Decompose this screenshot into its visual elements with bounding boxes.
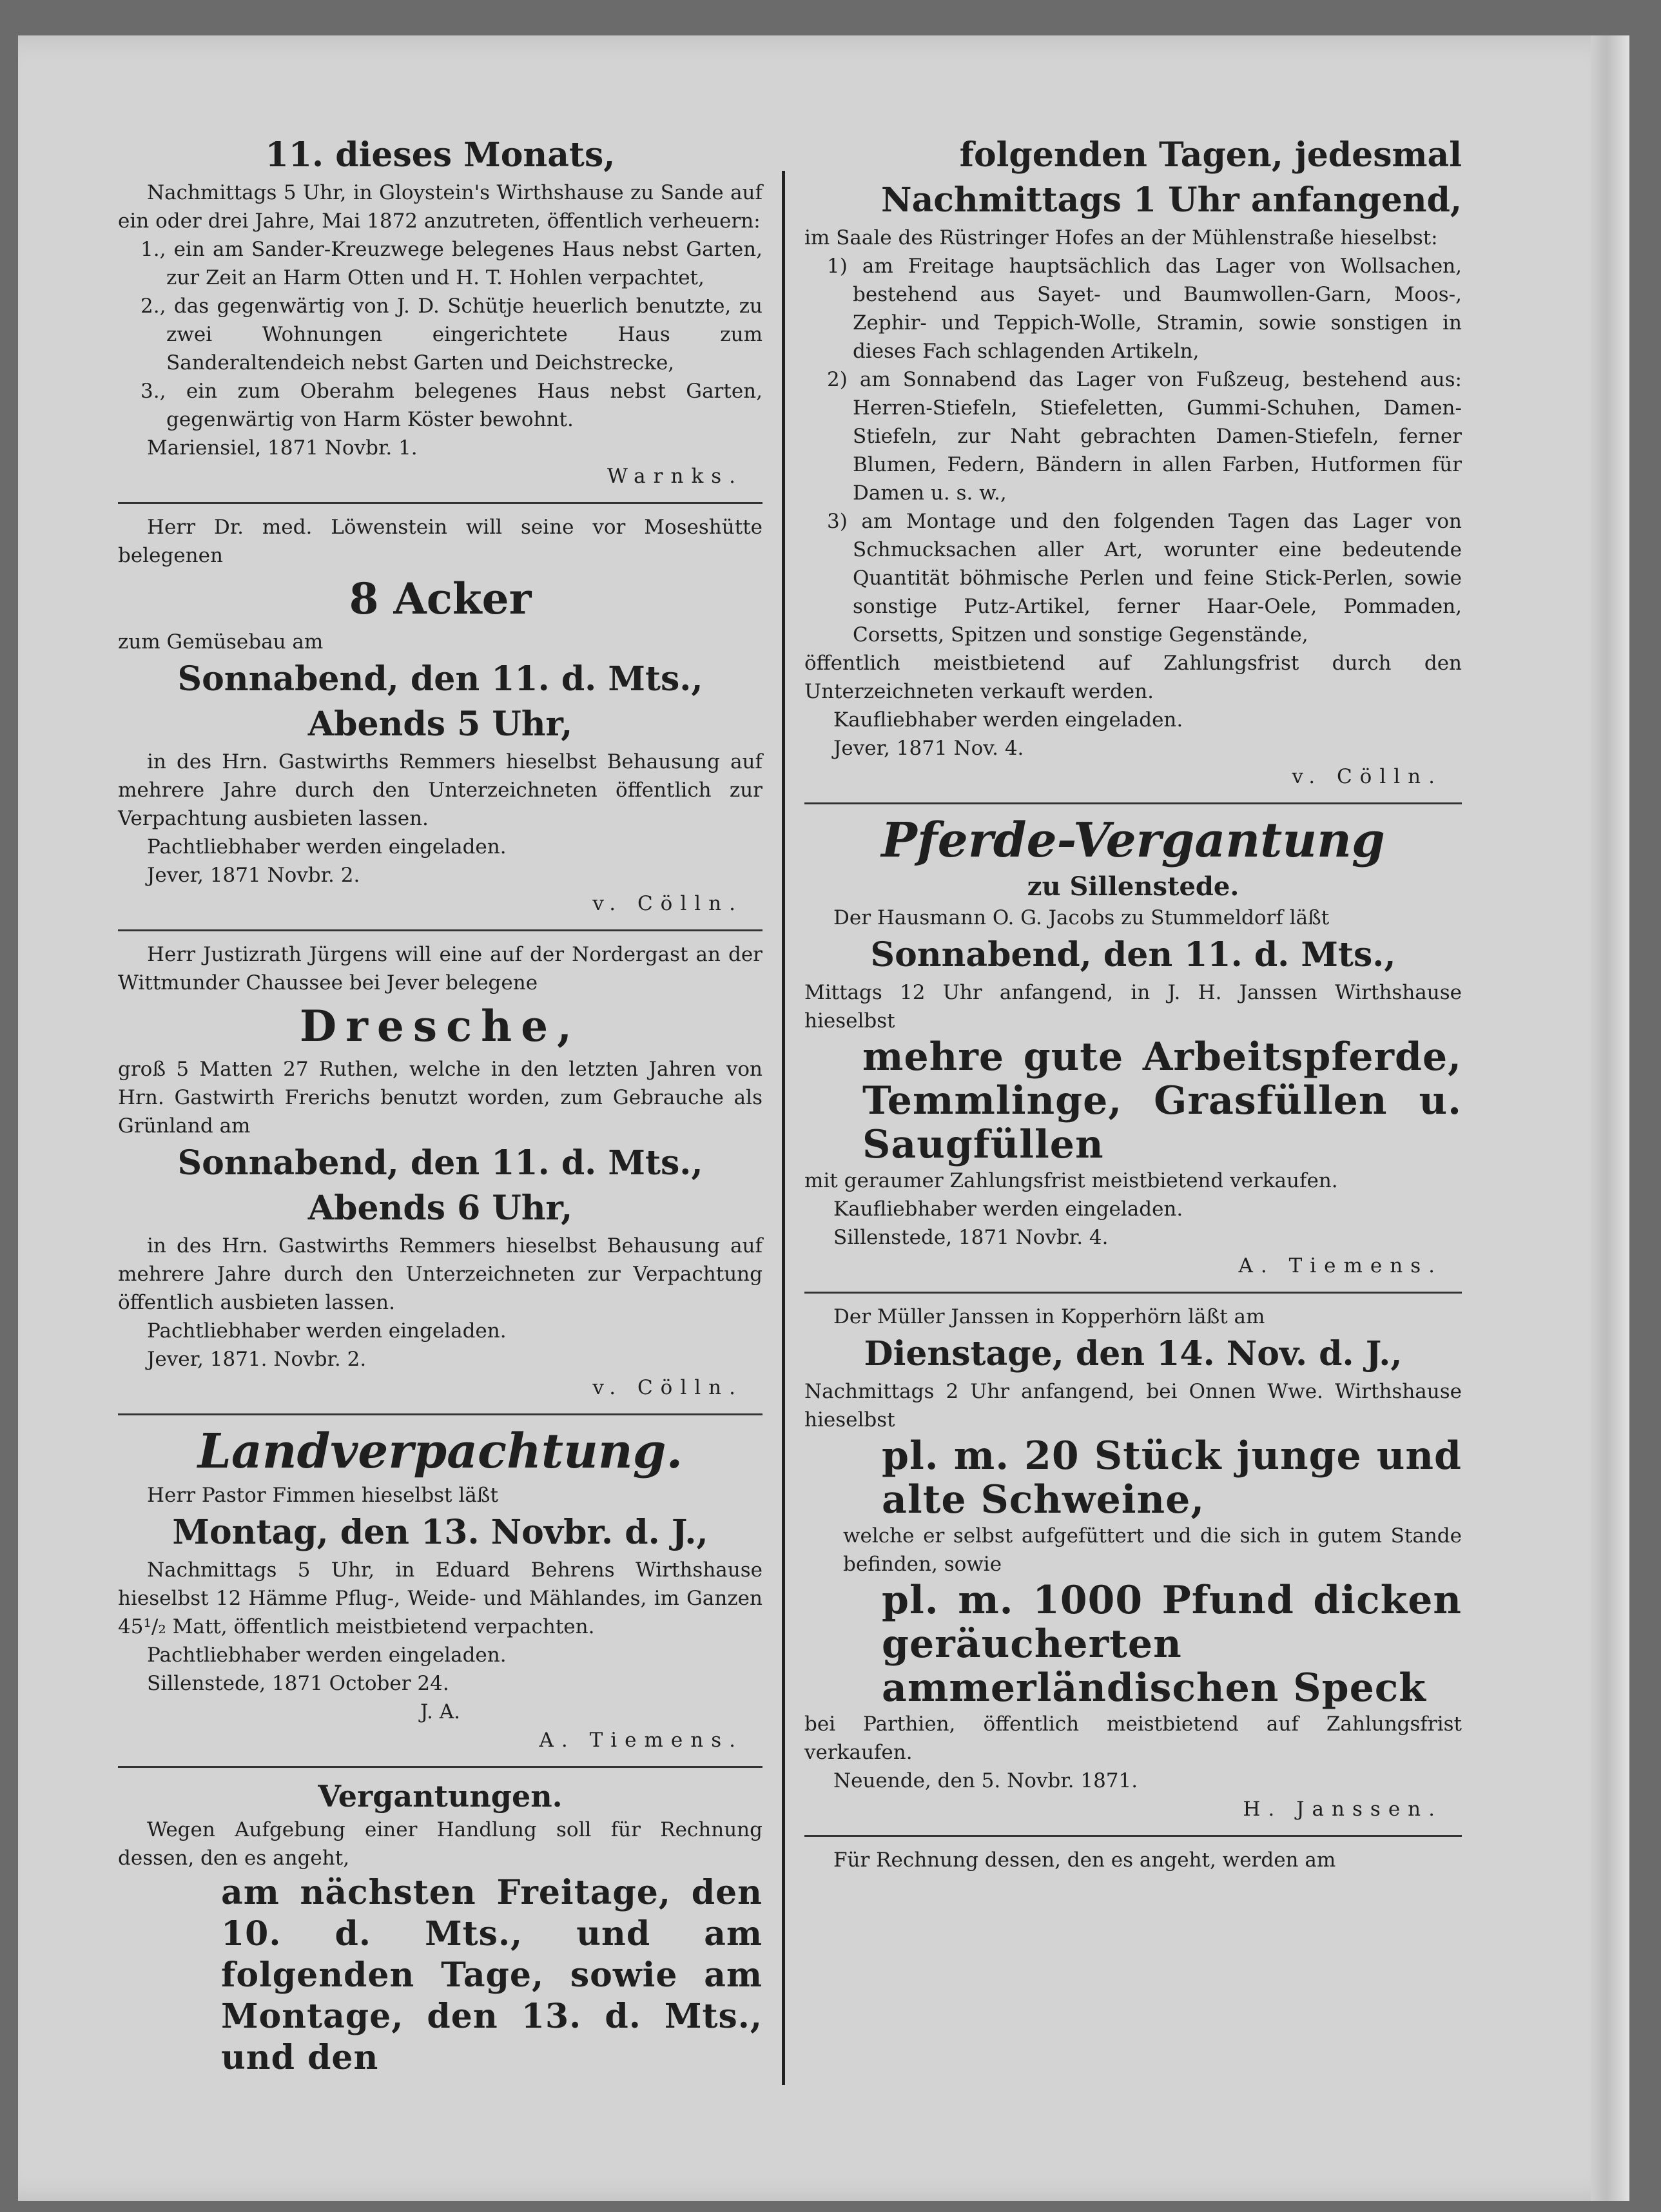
signature: v. Cölln. bbox=[592, 1376, 743, 1399]
place-date: Neuende, den 5. Novbr. 1871. bbox=[833, 1769, 1138, 1792]
divider bbox=[804, 1835, 1462, 1837]
list-item: 1., ein am Sander-Kreuzwege belegenes Haus nebst Garten, zur Zeit an Harm Otten und H. T. Hohlen verpachtet, bbox=[141, 238, 763, 289]
place-date: Mariensiel, 1871 Novbr. 1. bbox=[147, 436, 418, 460]
signature-prefix: J. A. bbox=[420, 1700, 460, 1723]
ad-title: Landverpachtung. bbox=[197, 1424, 683, 1479]
column-divider bbox=[782, 171, 785, 2085]
list-item: 2) am Sonnabend das Lager von Fußzeug, bestehend aus: Herren-Stiefeln, Stiefeletten, Gummi-Schuhen, Damen-Stiefeln, zur Naht gebrachten Damen-Stiefeln, ferner Blumen, Federn, Bändern in allen Farben, Hutformen für Damen u. s. w., bbox=[827, 368, 1462, 505]
ad-body: mit geraumer Zahlungsfrist meistbietend verkaufen. bbox=[804, 1169, 1338, 1192]
ad-intro: Der Müller Janssen in Kopperhörn läßt am bbox=[833, 1305, 1265, 1328]
ad-heading: 8 Acker bbox=[349, 574, 532, 624]
list-item: 1) am Freitage hauptsächlich das Lager von Wollsachen, bestehend aus Sayet- und Baumwollen-Garn, Moos-, Zephir- und Teppich-Wolle, Stramin, sowie sonstigen in dieses Fach schlagenden Artikeln, bbox=[827, 255, 1462, 363]
ad-date: Dienstage, den 14. Nov. d. J., bbox=[864, 1334, 1403, 1373]
ad-purpose: zum Gemüsebau am bbox=[118, 630, 324, 654]
ad-intro: Nachmittags 5 Uhr, in Gloystein's Wirthshause zu Sande auf ein oder drei Jahre, Mai 1872 anzutreten, öffentlich verheuern: bbox=[118, 181, 763, 233]
list-item: 3., ein zum Oberahm belegenes Haus nebst Garten, gegenwärtig von Harm Köster bewohnt. bbox=[141, 380, 763, 431]
place-date: Jever, 1871 Novbr. 2. bbox=[147, 864, 360, 887]
ad-invite: Kaufliebhaber werden eingeladen. bbox=[833, 708, 1183, 732]
ad-vergantungen bbox=[118, 1777, 763, 2079]
ad-big-text: pl. m. 1000 Pfund dicken geräucherten ammerländischen Speck bbox=[882, 1578, 1462, 1711]
divider bbox=[118, 929, 763, 931]
ad-body: welche er selbst aufgefüttert und die sich in gutem Stande befinden, sowie bbox=[843, 1524, 1462, 1576]
page-edge bbox=[1591, 35, 1629, 2201]
ad-body: öffentlich meistbietend auf Zahlungsfrist durch den Unterzeichneten verkauft werden. bbox=[804, 652, 1462, 703]
ad-date: Sonnabend, den 11. d. Mts., bbox=[177, 659, 703, 699]
divider bbox=[118, 502, 763, 504]
divider bbox=[118, 1413, 763, 1415]
ad-title: Vergantungen. bbox=[318, 1779, 563, 1814]
ad-landverpachtung bbox=[118, 1424, 763, 1754]
divider bbox=[118, 1766, 763, 1768]
ad-title: Pferde-Vergantung bbox=[881, 813, 1385, 868]
signature: v. Cölln. bbox=[1292, 765, 1442, 788]
ad-intro: Für Rechnung dessen, den es angeht, werden am bbox=[833, 1848, 1336, 1872]
right-column bbox=[804, 132, 1462, 1886]
ad-intro: Herr Justizrath Jürgens will eine auf der Nordergast an der Wittmunder Chaussee bei Jever belegene bbox=[118, 943, 763, 994]
ad-big-text: am nächsten Freitage, den 10. d. Mts., und am folgenden Tage, sowie am Montage, den 13. d. Mts., und den bbox=[221, 1873, 763, 2077]
signature: v. Cölln. bbox=[592, 892, 743, 915]
place-date: Sillenstede, 1871 Novbr. 4. bbox=[833, 1226, 1109, 1249]
ad-body: Nachmittags 2 Uhr anfangend, bei Onnen Wwe. Wirthshause hieselbst bbox=[804, 1380, 1462, 1431]
place-date: Jever, 1871. Novbr. 2. bbox=[147, 1348, 367, 1371]
signature: A. Tiemens. bbox=[1238, 1254, 1442, 1277]
ad-intro: im Saale des Rüstringer Hofes an der Mühlenstraße hieselbst: bbox=[804, 226, 1438, 249]
signature: A. Tiemens. bbox=[539, 1729, 743, 1752]
ad-subtitle: zu Sillenstede. bbox=[1027, 871, 1239, 902]
ad-acker bbox=[118, 513, 763, 918]
place-date: Jever, 1871 Nov. 4. bbox=[833, 737, 1024, 760]
list-item: 3) am Montage und den folgenden Tagen das Lager von Schmucksachen aller Art, worunter eine bedeutende Quantität böhmische Perlen und feine Stick-Perlen, sowie sonstige Putz-Artikel, ferner Haar-Oele, Pommaden, Corsetts, Spitzen und sonstige Gegenstände, bbox=[827, 510, 1462, 646]
ad-house-lease bbox=[118, 133, 763, 490]
signature: H. Janssen. bbox=[1243, 1798, 1442, 1821]
ad-body: in des Hrn. Gastwirths Remmers hieselbst Behausung auf mehrere Jahre durch den Unterzeichneten öffentlich zur Verpachtung ausbieten lassen. bbox=[118, 750, 763, 830]
ad-continued bbox=[804, 1846, 1462, 1874]
ad-dresche bbox=[118, 940, 763, 1402]
ad-date: Sonnabend, den 11. d. Mts., bbox=[177, 1143, 703, 1183]
ad-big-text: mehre gute Arbeitspferde, Temmlinge, Grasfüllen u. Saugfüllen bbox=[862, 1034, 1462, 1167]
ad-date: Montag, den 13. Novbr. d. J., bbox=[172, 1513, 708, 1552]
ad-invite: Pachtliebhaber werden eingeladen. bbox=[147, 835, 507, 859]
ad-body: groß 5 Matten 27 Ruthen, welche in den letzten Jahren von Hrn. Gastwirth Frerichs benutzt worden, zum Gebrauche als Grünland am bbox=[118, 1058, 763, 1138]
ad-intro: Herr Dr. med. Löwenstein will seine vor Moseshütte belegenen bbox=[118, 516, 763, 567]
ad-invite: Pachtliebhaber werden eingeladen. bbox=[147, 1319, 507, 1343]
newspaper-page bbox=[18, 35, 1629, 2201]
ad-intro: Wegen Aufgebung einer Handlung soll für Rechnung dessen, den es angeht, bbox=[118, 1818, 763, 1870]
left-column bbox=[118, 132, 763, 2090]
ad-intro: Der Hausmann O. G. Jacobs zu Stummeldorf läßt bbox=[833, 906, 1330, 929]
ad-intro: Herr Pastor Fimmen hieselbst läßt bbox=[147, 1484, 498, 1507]
ad-heading: 11. dieses Monats, bbox=[265, 135, 616, 175]
ad-line: Nachmittags 1 Uhr anfangend, bbox=[881, 180, 1462, 220]
ad-pferde-vergantung bbox=[804, 813, 1462, 1280]
ad-big-text: pl. m. 20 Stück junge und alte Schweine, bbox=[882, 1433, 1462, 1522]
ad-time: Abends 5 Uhr, bbox=[307, 704, 573, 744]
ad-time: Abends 6 Uhr, bbox=[307, 1188, 573, 1228]
ad-vergantungen-continued bbox=[804, 133, 1462, 791]
list-item: 2., das gegenwärtig von J. D. Schütje heuerlich benutzte, zu zwei Wohnungen eingerichtete Haus zum Sanderaltendeich nebst Garten und Deichstrecke, bbox=[141, 295, 763, 374]
ad-date: Sonnabend, den 11. d. Mts., bbox=[870, 935, 1396, 975]
place-date: Sillenstede, 1871 October 24. bbox=[147, 1672, 449, 1695]
divider bbox=[804, 1292, 1462, 1294]
signature: Warnks. bbox=[607, 465, 743, 488]
ad-body: in des Hrn. Gastwirths Remmers hieselbst Behausung auf mehrere Jahre durch den Unterzeichneten zur Verpachtung öffentlich ausbieten lassen. bbox=[118, 1234, 763, 1314]
ad-body: Nachmittags 5 Uhr, in Eduard Behrens Wirthshause hieselbst 12 Hämme Pflug-, Weide- und Mählandes, im Ganzen 45¹/₂ Matt, öffentlich meistbietend verpachten. bbox=[118, 1558, 763, 1638]
ad-schweine bbox=[804, 1303, 1462, 1823]
ad-body: Mittags 12 Uhr anfangend, in J. H. Janssen Wirthshause hieselbst bbox=[804, 981, 1462, 1033]
divider bbox=[804, 802, 1462, 804]
ad-body: bei Parthien, öffentlich meistbietend auf Zahlungsfrist verkaufen. bbox=[804, 1712, 1462, 1764]
ad-invite: Pachtliebhaber werden eingeladen. bbox=[147, 1644, 507, 1667]
ad-invite: Kaufliebhaber werden eingeladen. bbox=[833, 1198, 1183, 1221]
ad-line: folgenden Tagen, jedesmal bbox=[959, 135, 1462, 175]
ad-heading: Dresche, bbox=[299, 1001, 581, 1051]
